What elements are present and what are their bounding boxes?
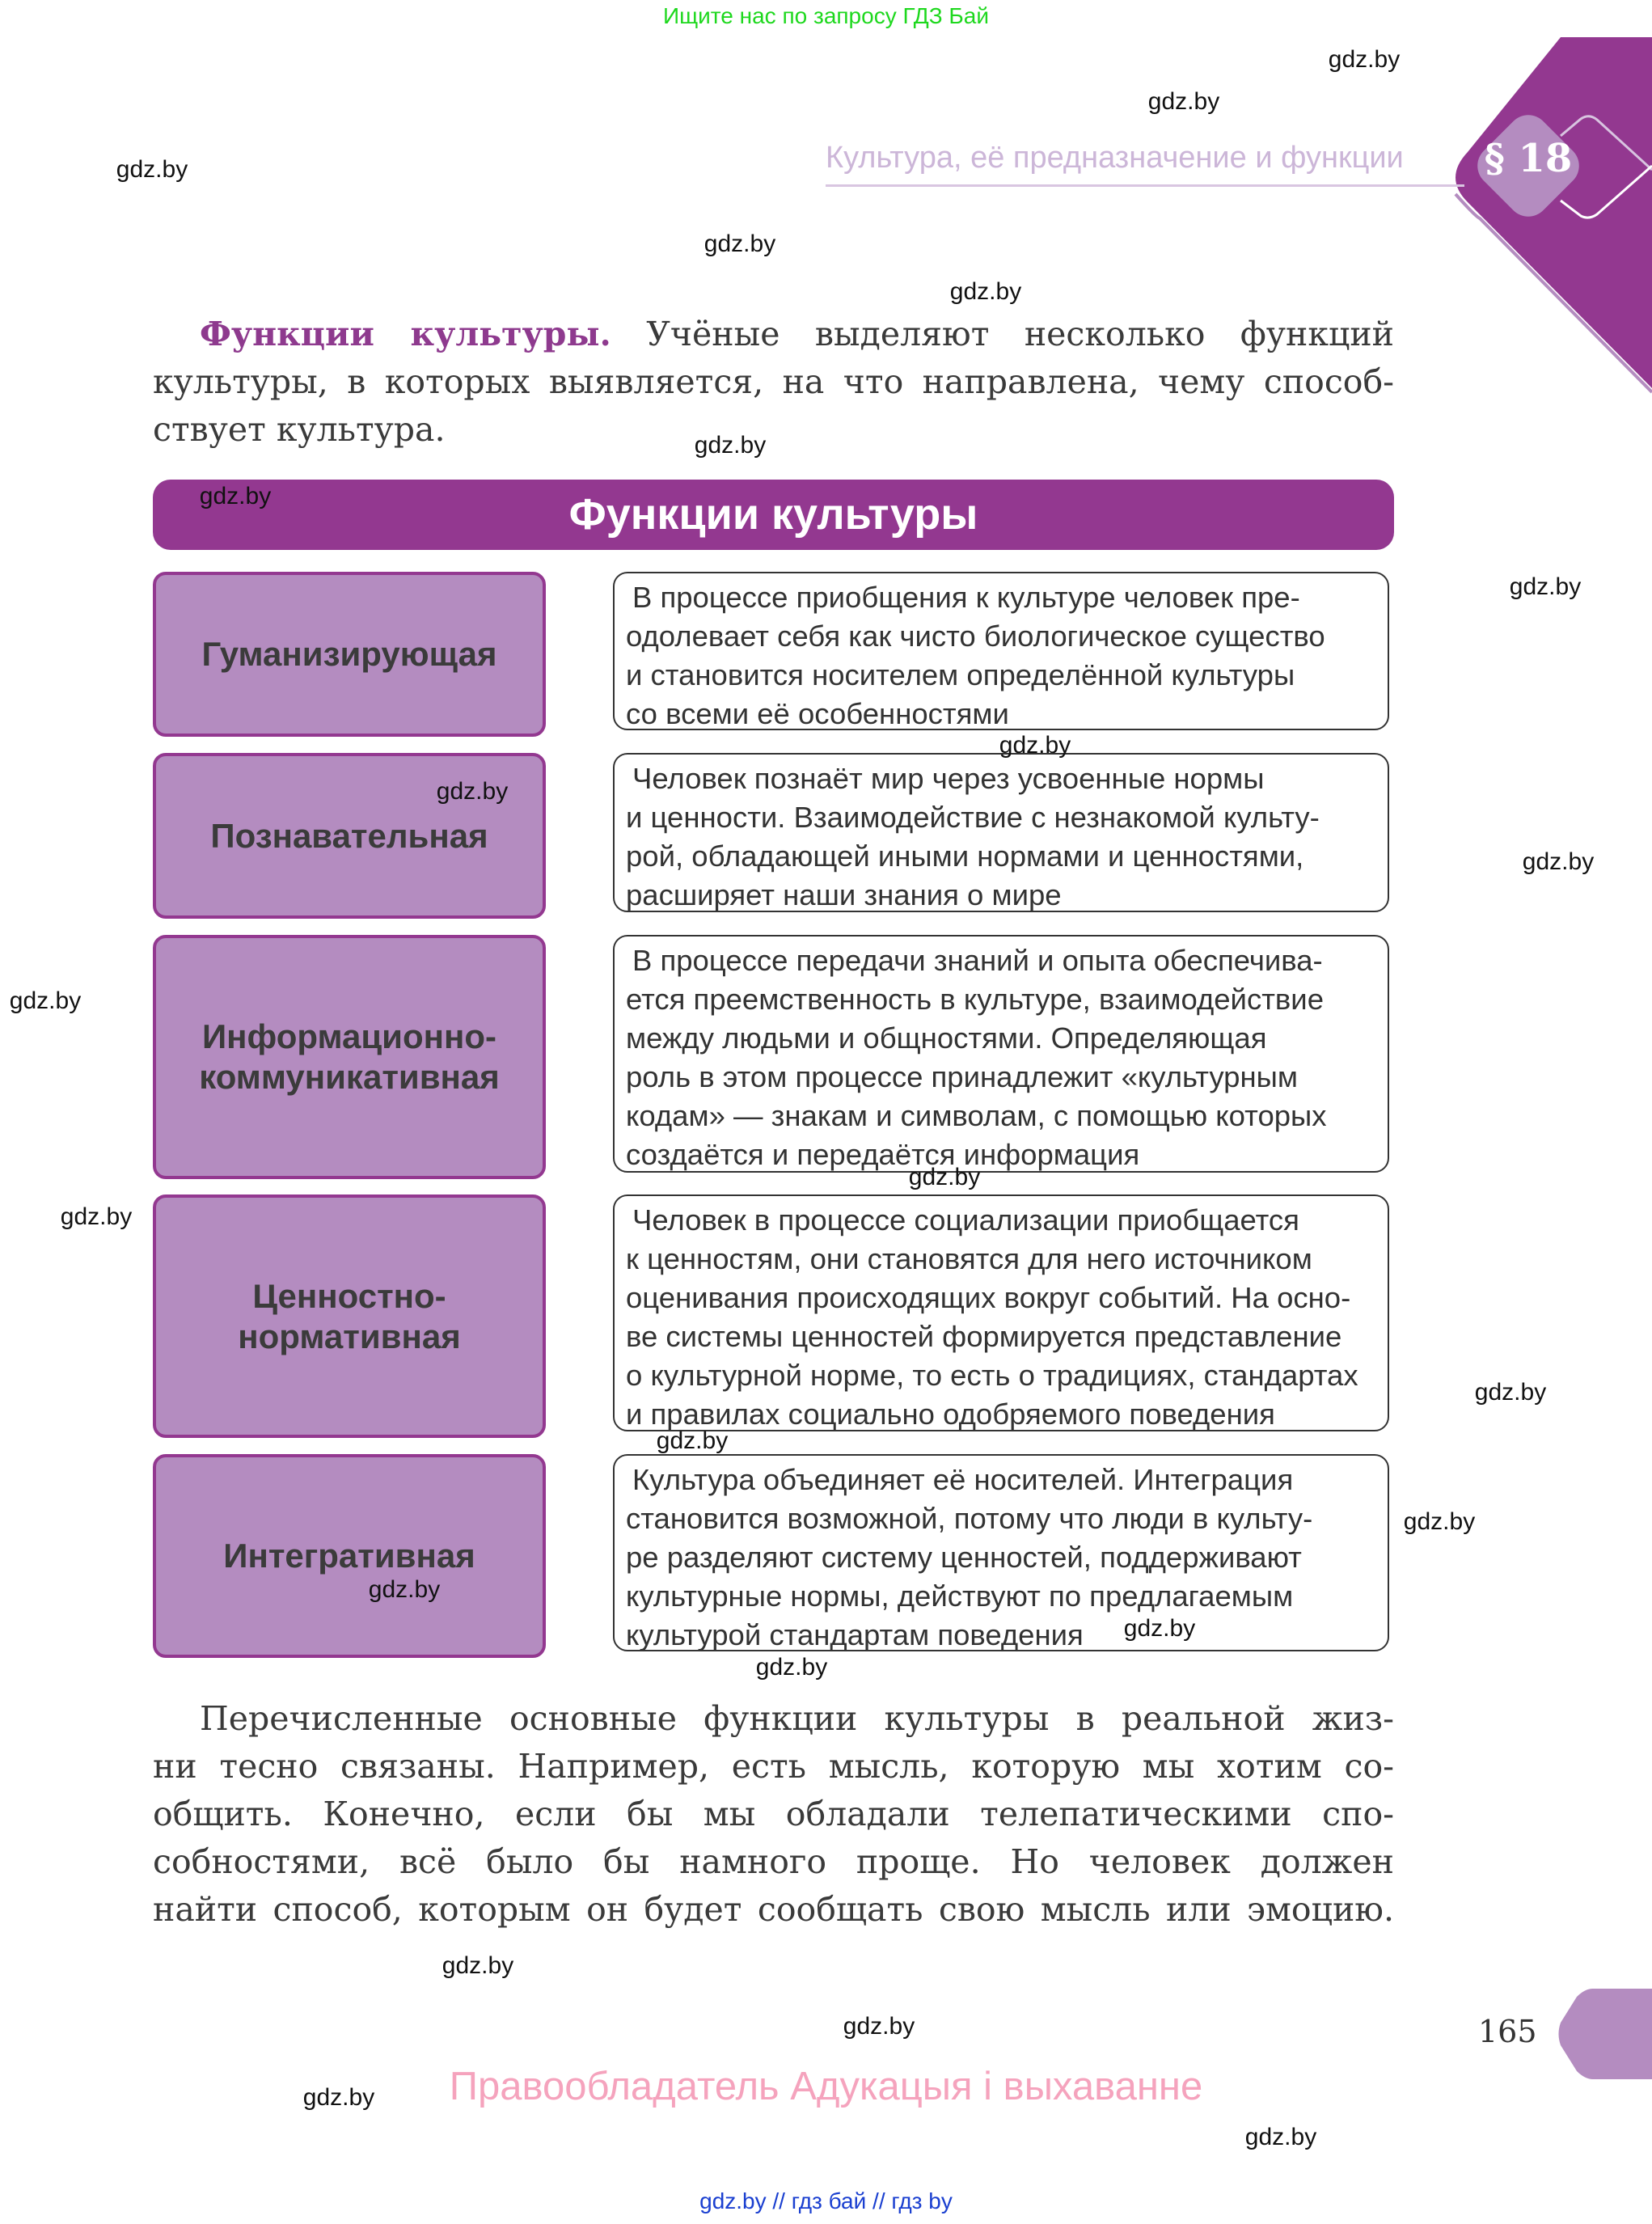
description-line: культурой стандартам поведения xyxy=(626,1618,1084,1651)
watermark-text: gdz.by xyxy=(442,1952,514,1979)
description-line: создаётся и передаётся информация xyxy=(626,1138,1140,1171)
watermark-text: gdz.by xyxy=(1147,88,1220,115)
function-name: Интегративная xyxy=(223,1537,475,1575)
function-name-box xyxy=(153,1454,546,1658)
copyright-footer: Правообладатель Адукацыя і выхаванне xyxy=(449,2065,1203,2108)
watermark-text: gdz.by xyxy=(302,2084,375,2111)
function-description-box xyxy=(613,1194,1389,1431)
watermark-text: gdz.by xyxy=(843,2013,915,2040)
header-divider xyxy=(826,184,1464,187)
description-line: и правилах социально одобряемого поведения xyxy=(626,1397,1275,1431)
function-name: Информационно- xyxy=(201,1017,497,1055)
description-line: оценивания происходящих вокруг событий. На осно- xyxy=(626,1281,1351,1314)
watermark-text: gdz.by xyxy=(1474,1379,1547,1406)
description-line: Культура объединяет её носителей. Интеграция xyxy=(632,1463,1294,1496)
description-line: и становится носителем определённой культуры xyxy=(626,658,1295,691)
watermark-text: gdz.by xyxy=(436,778,509,805)
watermark-text: gdz.by xyxy=(999,732,1071,759)
watermark-text: gdz.by xyxy=(60,1203,133,1230)
function-name: нормативная xyxy=(238,1317,461,1355)
watermark-text: gdz.by xyxy=(1244,2124,1317,2150)
watermark-text: gdz.by xyxy=(755,1654,828,1681)
watermark-text: gdz.by xyxy=(703,230,776,257)
watermark-text: gdz.by xyxy=(9,987,82,1014)
page-number: 165 xyxy=(1478,2014,1537,2049)
function-name: Ценностно- xyxy=(252,1276,446,1315)
description-line: к ценностям, они становятся для него источником xyxy=(626,1242,1312,1275)
description-line: роль в этом процессе принадлежит «культурным xyxy=(626,1060,1298,1093)
watermark-text: gdz.by xyxy=(1403,1508,1476,1535)
function-description-box xyxy=(613,935,1389,1173)
function-name: Познавательная xyxy=(210,816,488,855)
section-badge: § 18 xyxy=(1484,136,1573,181)
watermark-text: gdz.by xyxy=(368,1576,441,1603)
search-hint: Ищите нас по запросу ГДЗ Бай xyxy=(662,3,990,28)
watermark-text: gdz.by xyxy=(949,278,1022,305)
description-line: Человек познаёт мир через усвоенные нормы xyxy=(632,762,1265,795)
paragraph-line: собностями, всё было бы намного проще. Но человек должен xyxy=(153,1842,1394,1881)
table-title: Функции культуры xyxy=(153,480,1394,550)
intro-paragraph: Функции культуры. Учёные выделяют несколько функций культуры, в которых выявляется, на что направлена, чему способ- ствует культура. xyxy=(153,315,1394,449)
description-line: ве системы ценностей формируется представление xyxy=(626,1320,1342,1353)
bottom-links[interactable]: gdz.by // гдз бай // гдз by xyxy=(699,2188,953,2213)
paragraph-line: Перечисленные основные функции культуры в реальной жиз- xyxy=(200,1699,1394,1738)
watermark-text: gdz.by xyxy=(1123,1615,1196,1642)
description-line: рой, обладающей иными нормами и ценностями, xyxy=(626,839,1304,873)
description-line: ется преемственность в культуре, взаимодействие xyxy=(626,983,1324,1016)
function-description-box xyxy=(613,572,1389,730)
running-header: Культура, её предназначение и функции xyxy=(826,141,1404,175)
intro-heading: Функции культуры. xyxy=(200,315,611,353)
description-line: ре разделяют систему ценностей, поддерживают xyxy=(626,1541,1302,1574)
description-line: В процессе приобщения к культуре человек пре- xyxy=(632,581,1300,614)
watermark-text: gdz.by xyxy=(1509,573,1582,600)
paragraph-line: ни тесно связаны. Например, есть мысль, которую мы хотим со- xyxy=(153,1747,1394,1786)
function-description-box xyxy=(613,753,1389,912)
watermark-text: gdz.by xyxy=(656,1427,729,1454)
watermark-text: gdz.by xyxy=(1328,46,1401,73)
watermark-text: gdz.by xyxy=(908,1164,981,1190)
description-line: В процессе передачи знаний и опыта обеспечива- xyxy=(632,944,1323,977)
function-name-box xyxy=(153,935,546,1179)
paragraph-line: общить. Конечно, если бы мы обладали телепатическими спо- xyxy=(153,1795,1394,1833)
paragraph-line: найти способ, которым он будет сообщать свою мысль или эмоцию. xyxy=(153,1890,1394,1929)
description-line: кодам» — знакам и символам, с помощью которых xyxy=(626,1099,1327,1132)
description-line: одолевает себя как чисто биологическое существо xyxy=(626,619,1325,653)
watermark-text: gdz.by xyxy=(116,156,188,183)
description-line: становится возможной, потому что люди в культу- xyxy=(626,1502,1313,1535)
description-line: культурные нормы, действуют по предлагаемым xyxy=(626,1579,1294,1613)
function-description-box xyxy=(613,1454,1389,1651)
description-line: между людьми и общностями. Определяющая xyxy=(626,1021,1267,1055)
function-name: коммуникативная xyxy=(199,1058,500,1096)
watermark-text: gdz.by xyxy=(694,432,767,459)
description-line: и ценности. Взаимодействие с незнакомой культу- xyxy=(626,801,1320,834)
description-line: со всеми её особенностями xyxy=(626,697,1009,730)
function-name-box xyxy=(153,572,546,737)
description-line: Человек в процессе социализации приобщается xyxy=(632,1203,1299,1237)
function-name: Гуманизирующая xyxy=(201,635,497,673)
function-name-box xyxy=(153,1194,546,1438)
watermark-text: gdz.by xyxy=(199,483,272,509)
watermark-text: gdz.by xyxy=(1522,848,1595,875)
description-line: расширяет наши знания о мире xyxy=(626,878,1062,911)
closing-paragraph xyxy=(153,1695,1394,1934)
description-line: о культурной норме, то есть о традициях, стандартах xyxy=(626,1359,1358,1392)
